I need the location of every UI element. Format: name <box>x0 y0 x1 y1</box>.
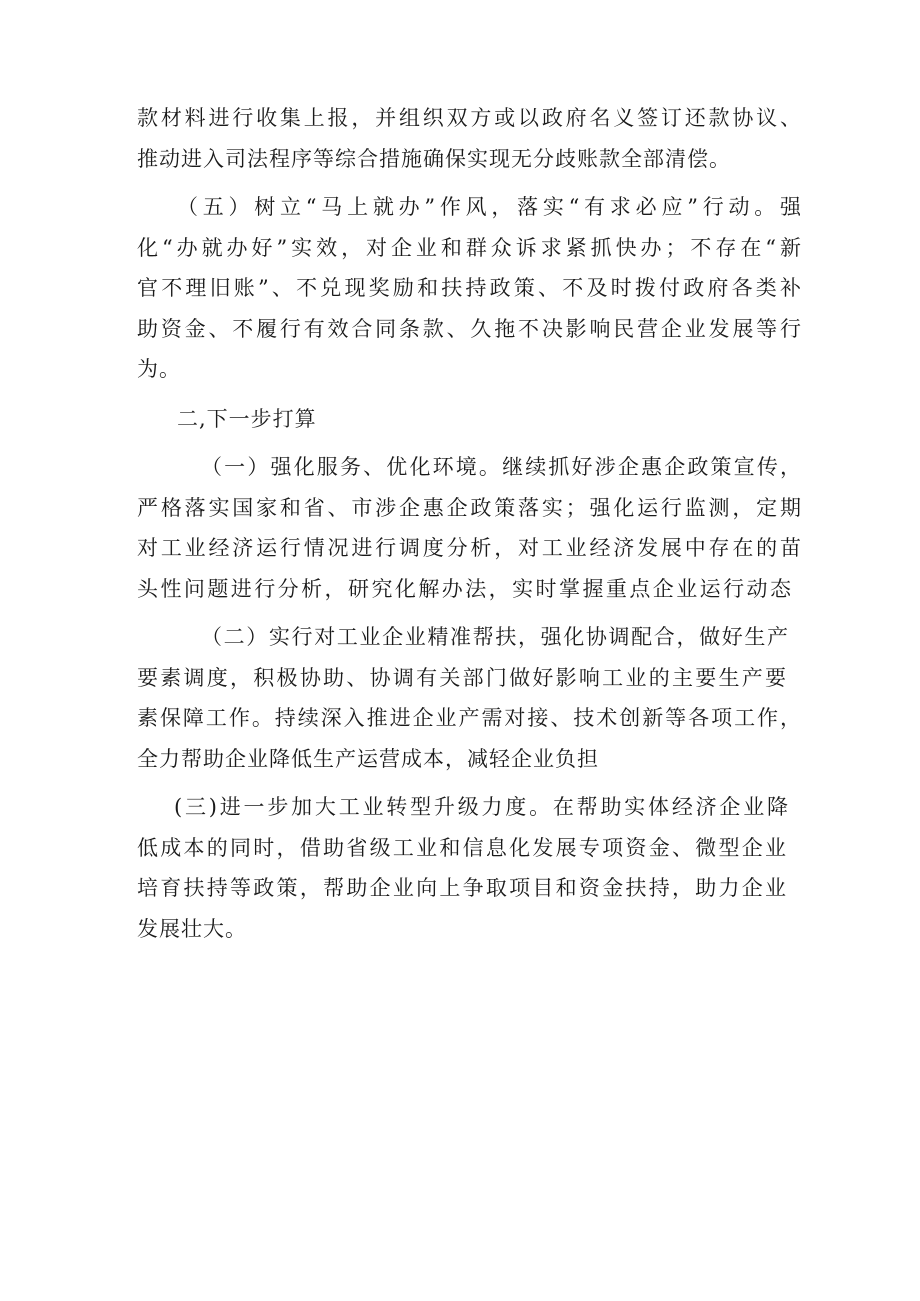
text-line: 款材料进行收集上报，并组织双方或以政府名义签订还款协议、 <box>137 106 802 130</box>
text-line: 为。 <box>137 357 181 381</box>
paragraph-item-five <box>137 187 802 390</box>
text-line: 官不理旧账”、不兑现奖励和扶持政策、不及时拨付政府各类补 <box>137 276 802 300</box>
text-line: 低成本的同时，借助省级工业和信息化发展专项资金、微型企业 <box>137 835 787 860</box>
paragraph-plan-two <box>137 617 802 779</box>
text-line: (三)进一步加大工业转型升级力度。在帮助实体经济企业降 <box>174 795 789 819</box>
text-line: 严格落实国家和省、市涉企惠企政策落实；强化运行监测，定期 <box>137 495 802 520</box>
text-line: 全力帮助企业降低生产运营成本，减轻企业负担 <box>137 746 599 771</box>
section-heading <box>137 399 802 440</box>
text-line: 推动进入司法程序等综合措施确保实现无分歧账款全部清偿。 <box>137 146 731 171</box>
text-line: （五）树立“马上就办”作风，落实“有求必应”行动。强 <box>177 195 802 219</box>
heading-text: 二,下一步打算 <box>177 406 317 431</box>
text-line: 助资金、不履行有效合同条款、久拖不决影响民营企业发展等行 <box>137 316 802 341</box>
text-line: 培育扶持等政策，帮助企业向上争取项目和资金扶持，助力企业 <box>137 876 787 900</box>
text-line: 化“办就办好”实效，对企业和群众诉求紧抓快办；不存在“新 <box>137 235 802 260</box>
text-line: 发展壮大。 <box>137 916 247 941</box>
paragraph-continued <box>137 98 802 179</box>
text-line: 素保障工作。持续深入推进企业产需对接、技术创新等各项工作， <box>137 706 802 730</box>
text-line: 对工业经济运行情况进行调度分析，对工业经济发展中存在的苗 <box>137 536 802 560</box>
text-line: （二）实行对工业企业精准帮扶，强化协调配合，做好生产 <box>201 625 789 649</box>
text-line: 要素调度，积极协助、协调有关部门做好影响工业的主要生产要 <box>137 665 787 690</box>
text-line: 头性问题进行分析，研究化解办法，实时掌握重点企业运行动态 <box>137 576 792 601</box>
document-body <box>137 98 802 949</box>
text-line: （一）强化服务、优化环境。继续抓好涉企惠企政策宣传， <box>201 455 802 479</box>
paragraph-plan-one <box>137 447 802 609</box>
paragraph-plan-three <box>137 787 802 949</box>
